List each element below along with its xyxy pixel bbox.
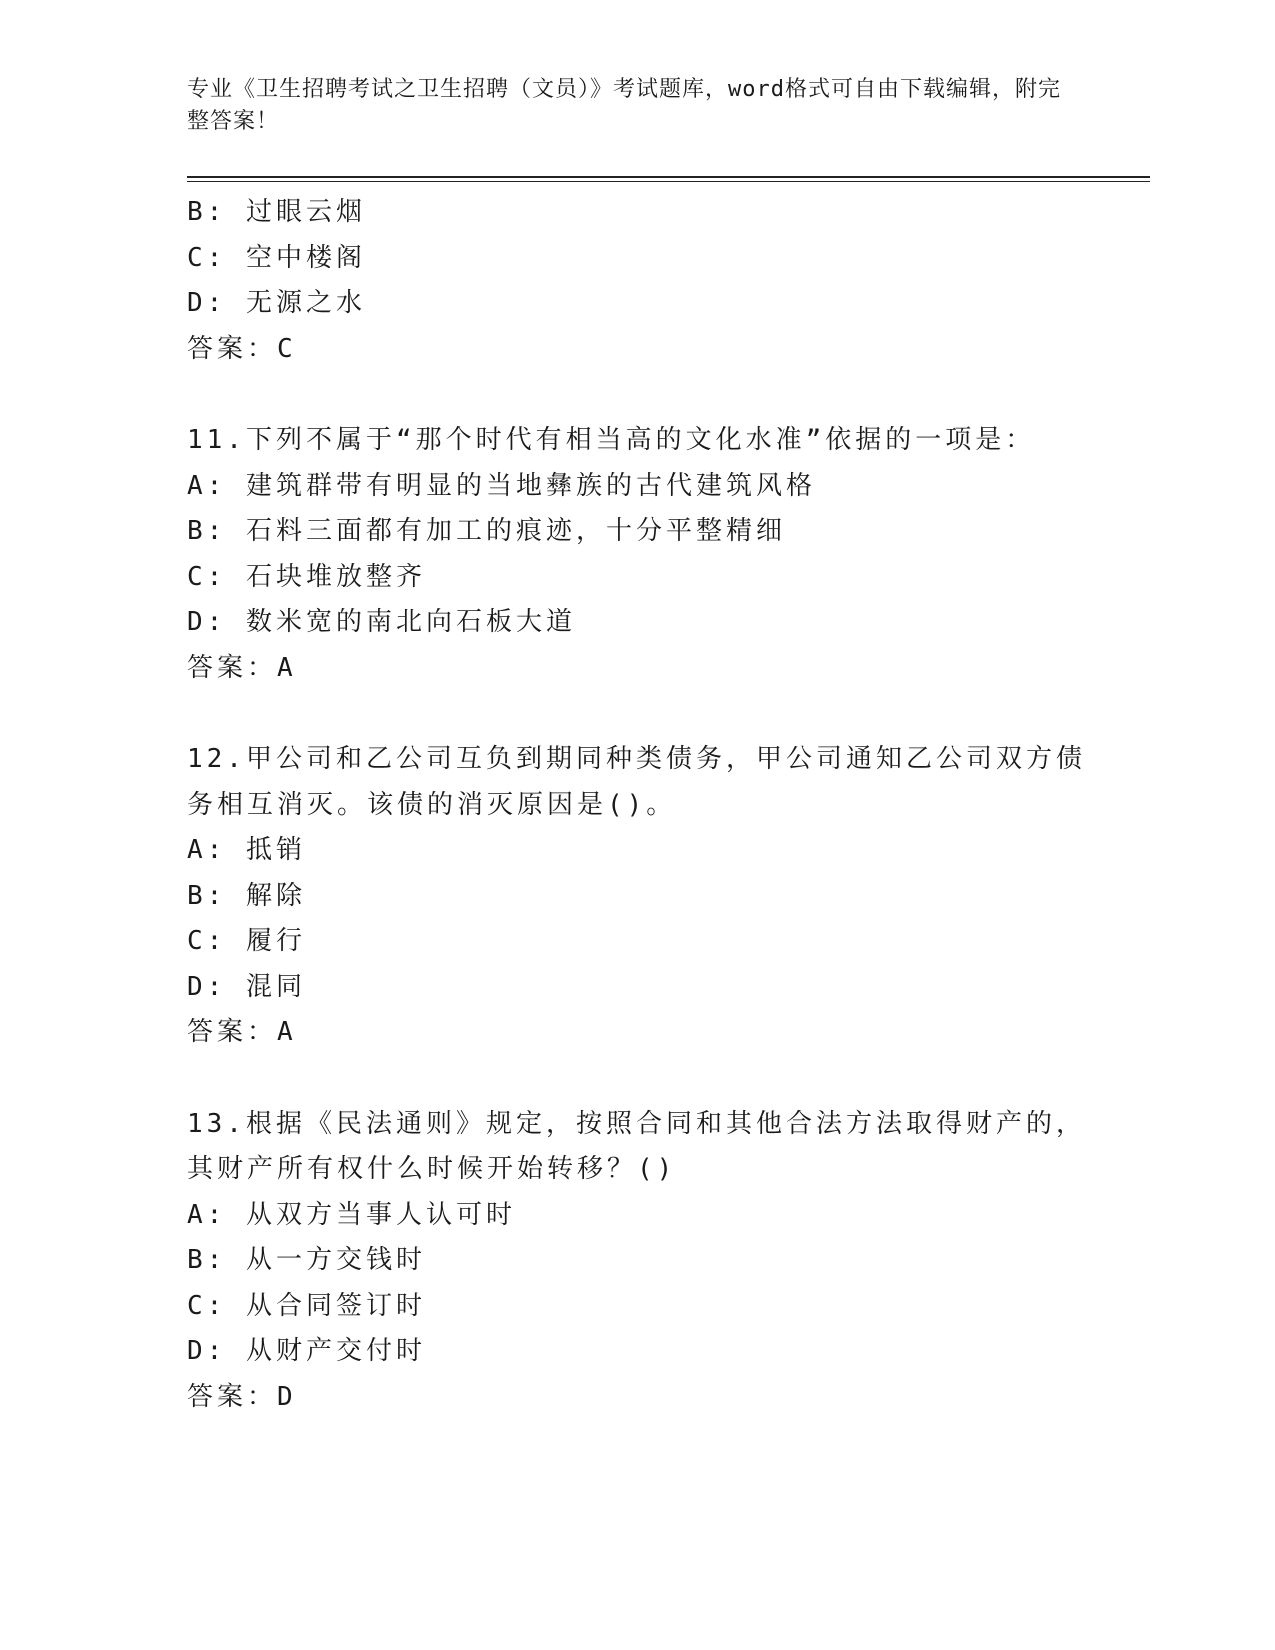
option-separator: :: [206, 197, 227, 227]
option-text: 空中楼阁: [245, 242, 366, 273]
option-key: C: [187, 1290, 207, 1321]
option-key: A: [187, 470, 207, 501]
spacer: [187, 372, 1087, 418]
option-separator: :: [206, 1336, 227, 1366]
question-11: [187, 418, 1087, 691]
option-key: D: [187, 1336, 207, 1366]
option-key: B: [187, 880, 207, 911]
option-c: [187, 919, 1087, 965]
option-a: [187, 828, 1087, 874]
option-text: 石料三面都有加工的痕迹，十分平整精细: [245, 516, 786, 546]
option-text: 解除: [245, 880, 306, 911]
option-separator: :: [206, 1290, 227, 1321]
option-a: [187, 464, 1087, 510]
header-divider-thick: [187, 176, 1150, 178]
option-text: 数米宽的南北向石板大道: [245, 607, 576, 637]
answer: 答案：A: [187, 652, 297, 683]
spacer: [187, 691, 1087, 737]
option-d: [187, 600, 1087, 646]
option-key: B: [187, 197, 207, 227]
option-a: [187, 1193, 1087, 1239]
prev-question-tail: [187, 190, 1087, 372]
option-key: A: [187, 1199, 207, 1230]
option-c: [187, 236, 1087, 282]
option-key: A: [187, 835, 207, 865]
option-separator: :: [206, 470, 227, 501]
option-text: 从一方交钱时: [245, 1245, 426, 1275]
option-key: B: [187, 1245, 207, 1275]
option-key: B: [187, 516, 207, 546]
answer: 答案：A: [187, 1017, 297, 1047]
option-c: [187, 555, 1087, 601]
option-text: 石块堆放整齐: [245, 561, 426, 592]
option-separator: :: [206, 561, 227, 592]
option-b: [187, 190, 1087, 236]
option-separator: :: [206, 516, 227, 546]
option-b: [187, 1238, 1087, 1284]
answer: 答案：D: [187, 1381, 297, 1412]
option-text: 从双方当事人认可时: [245, 1199, 516, 1230]
option-separator: :: [206, 607, 227, 637]
option-b: [187, 874, 1087, 920]
option-text: 混同: [245, 971, 306, 1002]
option-separator: :: [206, 835, 227, 865]
option-text: 从合同签订时: [245, 1290, 426, 1321]
option-separator: :: [206, 1245, 227, 1275]
option-text: 过眼云烟: [245, 197, 366, 227]
option-separator: :: [206, 1199, 227, 1230]
option-separator: :: [206, 242, 227, 273]
question-text: 13.根据《民法通则》规定，按照合同和其他合法方法取得财产的，其财产所有权什么时候开始转移？(): [187, 1108, 1086, 1184]
answer: 答案：C: [187, 333, 297, 364]
option-c: [187, 1284, 1087, 1330]
option-d: [187, 1329, 1087, 1375]
option-key: D: [187, 607, 207, 637]
spacer: [187, 1056, 1087, 1102]
question-text: 12.甲公司和乙公司互负到期同种类债务，甲公司通知乙公司双方债务相互消灭。该债的消灭原因是()。: [187, 744, 1086, 820]
question-12: [187, 737, 1087, 1056]
question-text: 11.下列不属于“那个时代有相当高的文化水准”依据的一项是：: [187, 425, 1036, 455]
option-text: 履行: [245, 926, 306, 956]
option-b: [187, 509, 1087, 555]
option-d: [187, 965, 1087, 1011]
option-separator: :: [206, 926, 227, 956]
option-key: C: [187, 561, 207, 592]
question-list: [187, 190, 1087, 1420]
option-key: C: [187, 242, 207, 273]
option-text: 无源之水: [245, 288, 366, 318]
option-key: D: [187, 971, 207, 1002]
option-key: D: [187, 288, 207, 318]
option-text: 从财产交付时: [245, 1336, 426, 1366]
header-divider-thin: [187, 181, 1150, 182]
question-13: [187, 1102, 1087, 1421]
option-d: [187, 281, 1087, 327]
option-text: 抵销: [245, 835, 306, 865]
option-separator: :: [206, 880, 227, 911]
option-separator: :: [206, 288, 227, 318]
document-header: 专业《卫生招聘考试之卫生招聘（文员）》考试题库，word格式可自由下载编辑，附完整答案！: [187, 77, 1061, 134]
option-text: 建筑群带有明显的当地彝族的古代建筑风格: [245, 470, 816, 501]
option-separator: :: [206, 971, 227, 1002]
option-key: C: [187, 926, 207, 956]
